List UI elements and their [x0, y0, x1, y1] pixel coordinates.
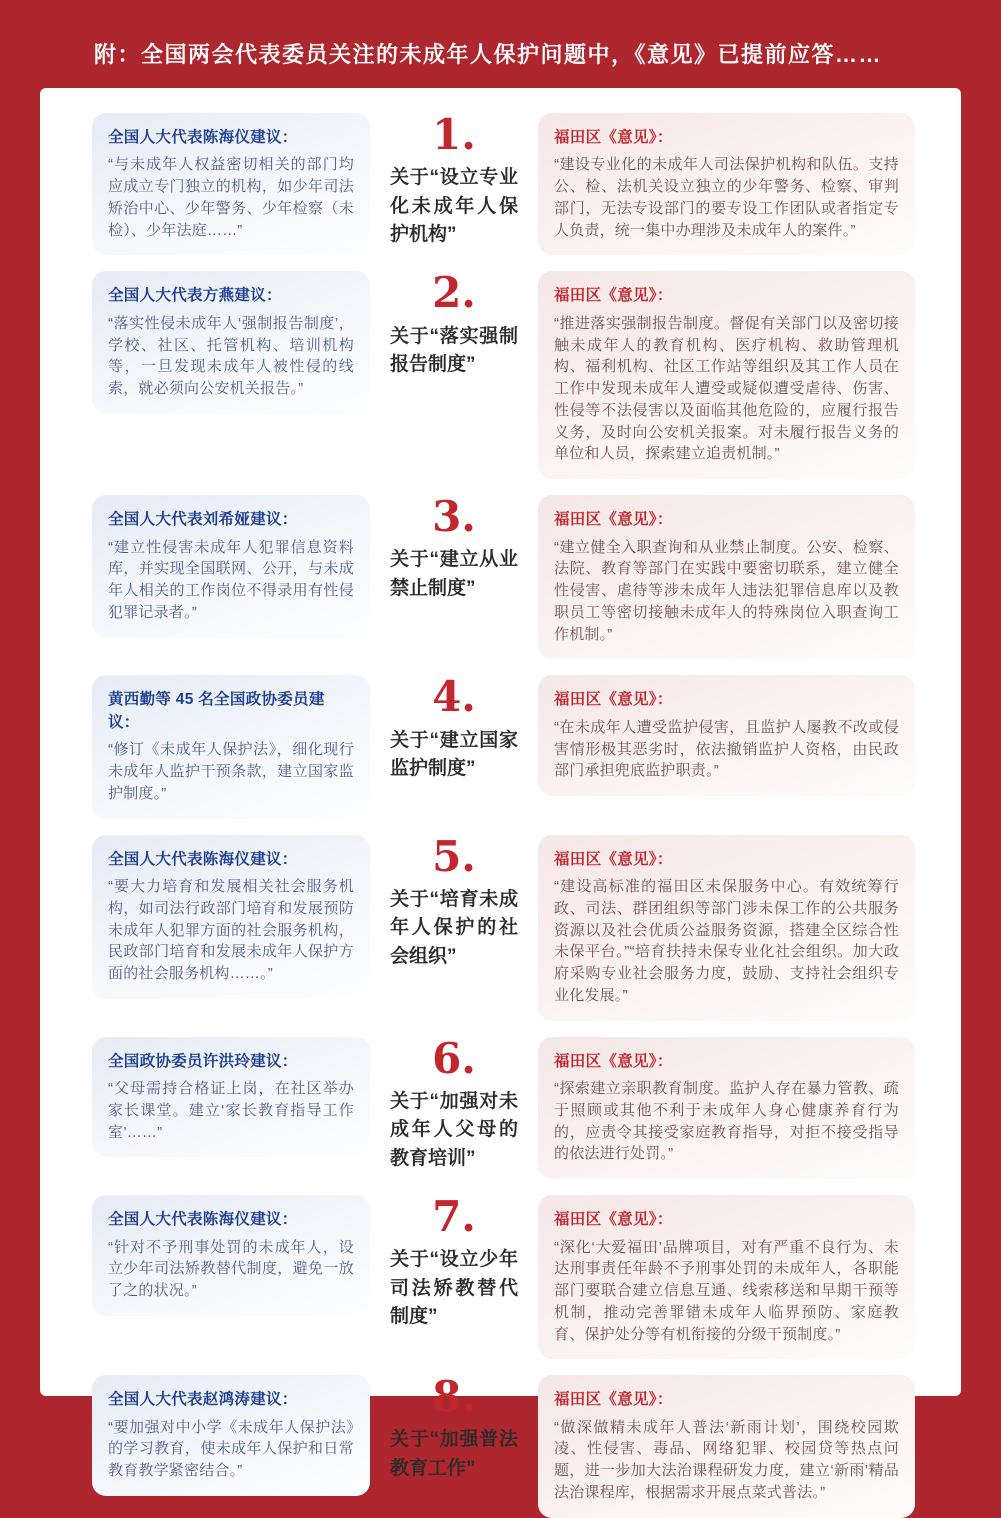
content-panel: [40, 88, 961, 1501]
delegate-suggestion-body: “落实性侵未成年人‘强制报告制度’，学校、社区、托管机构、培训机构等，一旦发现未成年人被性侵的线索，就必须向公安机关报告。”: [108, 314, 354, 398]
topic-number: 3.: [432, 492, 476, 542]
delegate-suggestion-card: [92, 675, 370, 818]
futian-opinion-body: “建立健全入职查询和从业禁止制度。公安、检察、法院、教育等部门在实践中要密切联系，建立健全性侵害、虐待等涉未成年人违法犯罪信息库以及教职员工等密切接触未成年人的特殊岗位入职查询工作机制。”: [554, 538, 899, 643]
opinion-row: [92, 1372, 915, 1517]
futian-opinion-body: “探索建立亲职教育制度。监护人存在暴力管教、疏于照顾或其他不利于未成年人身心健康养育行为的，应责令其接受家庭教育指导，对拒不接受指导的依法进行处罚。”: [554, 1080, 899, 1163]
delegate-suggestion-card: [92, 1195, 370, 1316]
topic-number: 4.: [432, 672, 476, 722]
topic-column: [390, 492, 518, 603]
topic-column: [390, 268, 518, 379]
opinion-row: [92, 1192, 915, 1359]
delegate-suggestion-body: “修订《未成年人保护法》，细化现行未成年人监护干预条款，建立国家监护制度。”: [108, 741, 354, 802]
futian-opinion-body: “深化‘大爱福田’品牌项目，对有严重不良行为、未达刑事责任年龄不予刑事处罚的未成年人，各职能部门要联合建立信息互通、线索移送和早期干预等机制，推动完善罪错未成年人临界预防、家庭教育、保护处分等有机衔接的分级干预制度。”: [554, 1238, 899, 1343]
futian-opinion-title: 福田区《意见》：: [554, 691, 673, 709]
futian-opinion-body: “在未成年人遭受监护侵害，且监护人屡教不改或侵害情形极其恶劣时，依法撤销监护人资格，由民政部门承担兜底监护职责。”: [554, 718, 899, 780]
opinion-row: [92, 268, 915, 479]
futian-opinion-card: [538, 113, 915, 255]
rows-list: [92, 110, 915, 1518]
delegate-suggestion-title: 全国人大代表陈海仪建议：: [108, 1211, 298, 1229]
futian-opinion-card: [538, 675, 915, 796]
topic-title: 关于“落实强制报告制度”: [390, 325, 518, 376]
topic-number: 8.: [432, 1372, 476, 1422]
topic-column: [390, 1033, 518, 1174]
delegate-suggestion-card: [92, 835, 370, 999]
topic-title: 关于“培育未成年人保护的社会组织”: [390, 888, 518, 967]
delegate-suggestion-card: [92, 271, 370, 413]
page-title: 附：全国两会代表委员关注的未成年人保护问题中，《意见》已提前应答……: [94, 42, 883, 67]
topic-title: 关于“设立少年司法矫教替代制度”: [390, 1249, 518, 1328]
delegate-suggestion-card: [92, 495, 370, 637]
delegate-suggestion-card: [92, 113, 370, 255]
futian-opinion-body: “做深做精未成年人普法‘新雨计划’，围绕校园欺凌、性侵害、毒品、网络犯罪、校园贷等热点问题，进一步加大法治课程研发力度，建立‘新雨’精品法治课程库，根据需求开展点菜式普法。”: [554, 1418, 899, 1501]
opinion-row: [92, 492, 915, 659]
delegate-suggestion-body: “要加强对中小学《未成年人保护法》的学习教育，使未成年人保护和日常教育教学紧密结合。”: [108, 1418, 354, 1480]
futian-opinion-card: [538, 1037, 915, 1179]
topic-title: 关于“建立国家监护制度”: [390, 729, 518, 779]
delegate-suggestion-body: “针对不予刑事处罚的未成年人，设立少年司法矫教替代制度，避免一放了之的状况。”: [108, 1238, 354, 1299]
futian-opinion-title: 福田区《意见》：: [554, 850, 673, 868]
futian-opinion-title: 福田区《意见》：: [554, 1211, 673, 1229]
delegate-suggestion-title: 全国人大代表陈海仪建议：: [108, 129, 298, 146]
opinion-row: [92, 1033, 915, 1179]
opinion-row: [92, 110, 915, 255]
futian-opinion-body: “建设专业化的未成年人司法保护机构和队伍。支持公、检、法机关设立独立的少年警务、检察、审判部门，无法专设部门的要专设工作团队或者指定专人负责，统一集中办理涉及未成年人的案件。”: [554, 156, 899, 239]
delegate-suggestion-title: 全国人大代表陈海仪建议：: [108, 850, 298, 868]
topic-title: 关于“设立专业化未成年人保护机构”: [390, 167, 518, 246]
futian-opinion-title: 福田区《意见》：: [554, 511, 673, 529]
delegate-suggestion-body: “要大力培育和发展相关社会服务机构，如司法行政部门培育和发展预防未成年人犯罪方面的社会服务机构，民政部门培育和发展未成年人保护方面的社会服务机构……。”: [108, 878, 354, 983]
topic-number: 1.: [432, 110, 476, 159]
topic-column: [390, 1192, 518, 1332]
delegate-suggestion-title: 全国政协委员许洪玲建议：: [108, 1052, 298, 1070]
futian-opinion-card: [538, 1195, 915, 1359]
delegate-suggestion-body: “父母需持合格证上岗，在社区举办家长课堂。建立‘家长教育指导工作室’……”: [108, 1080, 354, 1141]
futian-opinion-body: “推进落实强制报告制度。督促有关部门以及密切接触未成年人的教育机构、医疗机构、救助管理机构、福利机构、社区工作站等组织及其工作人员在工作中发现未成年人遭受或疑似遭受虐待、伤害、性侵等不法侵害以及面临其他危险的，应履行报告义务，及时向公安机关报案。对未履行报告义务的单位和人员，探索建立追责机制。”: [554, 314, 899, 463]
opinion-row: [92, 672, 915, 818]
futian-opinion-card: [538, 495, 915, 659]
futian-opinion-title: 福田区《意见》：: [554, 1391, 673, 1409]
delegate-suggestion-body: “与未成年人权益密切相关的部门均应成立专门独立的机构，如少年司法矫治中心、少年警务、少年检察（未检）、少年法庭……”: [108, 156, 354, 239]
delegate-suggestion-title: 全国人大代表刘希娅建议：: [108, 511, 298, 529]
topic-number: 2.: [432, 268, 476, 318]
futian-opinion-card: [538, 1375, 915, 1517]
topic-number: 5.: [432, 831, 476, 881]
delegate-suggestion-title: 全国人大代表方燕建议：: [108, 287, 282, 305]
topic-number: 6.: [432, 1033, 476, 1083]
opinion-row: [92, 831, 915, 1021]
futian-opinion-title: 福田区《意见》：: [554, 129, 673, 146]
delegate-suggestion-title: 黄西勤等 45 名全国政协委员建议：: [108, 691, 325, 731]
delegate-suggestion-body: “建立性侵害未成年人犯罪信息资料库，并实现全国联网、公开，与未成年人相关的工作岗位不得录用有性侵犯罪记录者。”: [108, 538, 354, 621]
futian-opinion-card: [538, 271, 915, 479]
futian-opinion-body: “建设高标准的福田区未保服务中心。有效统筹行政、司法、群团组织等部门涉未保工作的公共服务资源以及社会优质公益服务资源，搭建全区综合性未保平台。”“培育扶持未保专业化社会组织。加大政府采购专业社会服务力度，鼓励、支持社会组织专业化发展。”: [554, 878, 899, 1004]
topic-column: [390, 672, 518, 783]
topic-title: 关于“加强对未成年人父母的教育培训”: [390, 1090, 518, 1169]
topic-title: 关于“建立从业禁止制度”: [390, 549, 518, 599]
futian-opinion-title: 福田区《意见》：: [554, 1052, 673, 1070]
topic-column: [390, 1372, 518, 1483]
topic-column: [390, 110, 518, 250]
topic-column: [390, 831, 518, 972]
topic-number: 7.: [432, 1192, 476, 1242]
topic-title: 关于“加强普法教育工作”: [390, 1429, 518, 1479]
delegate-suggestion-title: 全国人大代表赵鸿涛建议：: [108, 1391, 298, 1409]
delegate-suggestion-card: [92, 1375, 370, 1496]
futian-opinion-card: [538, 835, 915, 1021]
futian-opinion-title: 福田区《意见》：: [554, 287, 673, 305]
delegate-suggestion-card: [92, 1037, 370, 1158]
